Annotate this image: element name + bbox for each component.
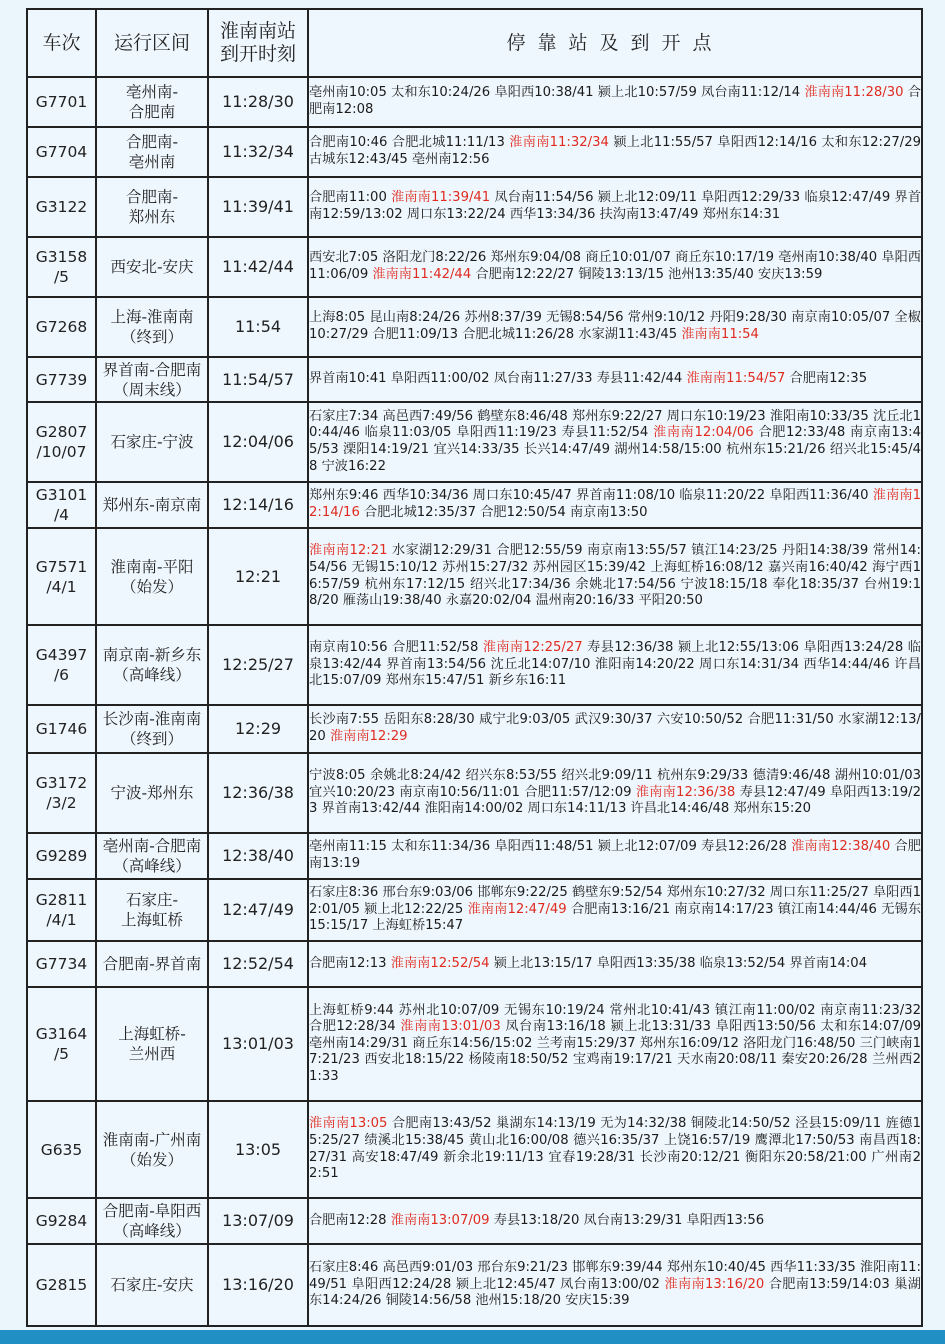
table-row [27,1198,922,1244]
stop-list [308,1101,922,1198]
header-row [27,9,922,77]
train-number [27,1244,96,1326]
highlighted-stop: 淮南南12:52/54 [390,955,490,971]
train-number-line: G7734 [35,955,88,973]
highlighted-stop: 淮南南11:28/30 [804,85,904,101]
stop-segment: 合肥南12:35 [785,371,868,387]
stop-segment: 亳州南10:05 太和东10:24/26 阜阳西10:38/41 颍上北10:57/59 凤台南11:12/14 [309,85,805,101]
train-number [27,705,96,753]
table-row [27,297,922,357]
route [96,753,208,833]
route-line: 上海虹桥- [118,1025,186,1043]
stop-segment: 合肥南13:16/21 南京南14:17/23 镇江南14:44/46 无锡东15:15/17 上海虹桥15:47 [309,901,922,934]
huainannan-time: 13:07/09 [208,1198,308,1244]
route-line: （始发） [120,1150,183,1169]
stop-segment: 合肥北城12:35/37 合肥12:50/54 南京南13:50 [359,505,648,520]
route [96,987,208,1101]
route-line: （终到） [120,730,183,748]
stop-segment: 寿县13:18/20 凤台南13:29/31 阜阳西13:56 [489,1212,765,1228]
train-number-line: G3158 [35,248,88,266]
route [96,1101,208,1198]
train-number [27,77,96,127]
table-row [27,177,922,237]
huainannan-time: 11:42/44 [208,237,308,297]
header-train: 车次 [27,9,96,77]
route [96,482,208,528]
highlighted-stop: 淮南南13:05 [309,1116,388,1132]
table-row [27,1244,922,1326]
header-route: 运行区间 [96,9,208,77]
train-number-line: G7571 [35,557,88,576]
route [96,402,208,482]
stop-list [308,297,922,357]
route [96,1244,208,1326]
train-number [27,941,96,987]
highlighted-stop: 淮南南11:54 [681,327,759,342]
huainannan-time: 11:54/57 [208,357,308,402]
huainannan-time: 12:21 [208,528,308,625]
stop-list [308,625,922,705]
route-line: 郑州东-南京南 [102,496,202,514]
route-line: （始发） [120,577,183,596]
timetable-body [27,77,922,1326]
train-number-line: /5 [53,1045,70,1063]
highlighted-stop: 淮南南12:47/49 [467,901,567,917]
route-line: 石家庄-安庆 [110,1276,194,1294]
route-line: 石家庄-宁波 [110,433,194,451]
stop-segment: 合肥南12:08 [309,85,921,117]
route-line: 界首南-合肥南 [102,360,202,379]
route [96,705,208,753]
route-line: 淮南南-广州南 [102,1130,202,1149]
highlighted-stop: 淮南南12:21 [309,543,388,559]
stop-segment: 石家庄8:36 邢台东9:03/06 邯郸东9:22/25 鹤壁东9:52/54 郑州东10:27/32 周口东11:25/27 阜阳西12:01/05 颍上北12:22/25 [309,885,921,917]
train-number [27,987,96,1101]
train-number-line: G4397 [35,646,88,664]
route [96,177,208,237]
stop-list [308,941,922,987]
highlighted-stop: 淮南南11:42/44 [372,267,472,282]
highlighted-stop: 淮南南12:04/06 [653,425,754,441]
stop-list [308,237,922,297]
huainannan-time: 12:14/16 [208,482,308,528]
header-time [208,9,308,77]
stop-segment: 颍上北11:55/57 阜阳西12:14/16 太和东12:27/29 古城东12:43/45 亳州南12:56 [309,135,921,167]
route-line: 亳州南- [125,83,179,101]
train-number-line: G7704 [35,143,88,161]
train-number [27,833,96,879]
train-number-line: /10/07 [36,443,87,461]
stop-segment: 上海虹桥9:44 苏州北10:07/09 无锡东10:19/24 常州北10:41/43 镇江南11:00/02 南京南11:23/32 合肥12:28/34 [309,1002,921,1035]
stop-list [308,753,922,833]
train-number-line: /4/1 [46,911,77,929]
stop-segment: 石家庄7:34 高邑西7:49/56 鹤壁东8:46/48 郑州东9:22/27 周口东10:19/23 淮阳南10:33/35 沈丘北10:44/46 临泉11:03/05 阜阳西11:19/23 寿县11:52/54 [309,408,921,441]
stop-list [308,987,922,1101]
train-number-line: G9284 [35,1212,88,1230]
train-number-line: G3101 [35,486,88,504]
huainannan-time: 13:01/03 [208,987,308,1101]
route-line: 南京南-新乡东 [102,646,202,664]
stop-segment: 凤台南11:54/56 颍上北12:09/11 阜阳西12:29/33 临泉12:47/49 界首南12:59/13:02 周口东13:22/24 西华13:34/36 扶沟南13:47/49 郑州东14:31 [309,190,922,222]
highlighted-stop: 淮南南11:54/57 [686,371,786,387]
train-number-line: G3164 [35,1025,88,1043]
table-row [27,77,922,127]
stop-list [308,705,922,753]
train-number-line: /5 [53,268,70,286]
stop-list [308,402,922,482]
stop-list [308,879,922,941]
route [96,941,208,987]
stop-list [308,127,922,177]
table-row [27,402,922,482]
train-number-line: G7739 [35,370,88,389]
table-row [27,941,922,987]
huainannan-time: 11:28/30 [208,77,308,127]
route-line: 石家庄- [125,891,179,909]
huainannan-time: 11:32/34 [208,127,308,177]
highlighted-stop: 淮南南11:39/41 [391,190,491,206]
stop-segment: 合肥南12:22/27 铜陵13:13/15 池州13:35/40 安庆13:59 [471,267,823,282]
table-row [27,879,922,941]
route [96,879,208,941]
stop-segment: 合肥南13:19 [309,839,921,871]
table-row [27,1101,922,1198]
stop-segment: 西安北7:05 洛阳龙门8:22/26 郑州东9:04/08 商丘10:01/07 商丘东10:17/19 亳州南10:38/40 阜阳西11:06/09 [309,250,921,282]
route-line: 兰州西 [128,1045,176,1063]
huainannan-time: 13:16/20 [208,1244,308,1326]
huainannan-time: 13:05 [208,1101,308,1198]
highlighted-stop: 淮南南13:16/20 [664,1276,765,1292]
stop-segment: 合肥12:33/48 南京南13:45/53 溧阳14:19/21 宜兴14:33/35 长兴14:47/49 湖州14:58/15:00 杭州东15:21/26 绍兴北15:45/48 宁波16:22 [309,425,921,474]
stop-segment: 界首南10:41 阜阳西11:00/02 凤台南11:27/33 寿县11:42/44 [309,371,687,387]
train-number [27,357,96,402]
train-number [27,237,96,297]
route-line: （高峰线） [113,857,191,875]
train-number-line: /4 [53,506,70,524]
train-number-line: G1746 [35,720,88,738]
stop-segment: 合肥南13:43/52 巢湖东14:13/19 无为14:32/38 铜陵北14:50/52 泾县15:09/11 旌德15:25/27 绩溪北15:38/45 黄山北16:00/08 德兴16:35/37 上饶16:57/19 鹰潭北17:50/53 南昌西18:27/31 高安18:47/49 新余北19:11/13 宜春19:28/31 长沙南20:12/21 衡阳东20:58/21:00 广州南22:51 [309,1116,921,1182]
train-number-line: G2815 [35,1276,88,1294]
stop-list [308,357,922,402]
route-line: 淮南南-平阳 [110,557,194,576]
train-number [27,1198,96,1244]
train-number [27,528,96,625]
route-line: 合肥南 [128,103,176,121]
route-line: 长沙南-淮南南 [102,710,202,728]
route-line: 合肥南-界首南 [102,955,202,973]
train-number [27,1101,96,1198]
stop-list [308,833,922,879]
train-number [27,482,96,528]
stop-segment: 上海8:05 昆山南8:24/26 苏州8:37/39 无锡8:54/56 常州9:10/12 丹阳9:28/30 南京南10:05/07 全椒10:27/29 合肥11:09/13 合肥北城11:26/28 水家湖11:43/45 [309,310,921,342]
huainannan-time: 12:25/27 [208,625,308,705]
train-number [27,625,96,705]
stop-segment: 寿县12:47/49 阜阳西13:19/23 界首南13:42/44 淮阳南14:00/02 周口东14:11/13 许昌北14:46/48 郑州东15:20 [309,784,921,817]
route-line: 上海虹桥 [120,911,183,929]
route-line: 亳州南 [128,153,176,171]
stop-segment: 合肥南10:46 合肥北城11:11/13 [309,135,510,151]
table-row [27,753,922,833]
stop-list [308,77,922,127]
stop-segment: 凤台南13:16/18 颍上北13:31/33 阜阳西13:50/56 太和东14:07/09 亳州南14:29/31 商丘东14:56/15:02 兰考南15:29/37 郑州东16:09/12 洛阳龙门16:48/50 三门峡南17:21/23 西安北18:15/22 杨陵南18:50/52 宝鸡南19:17/21 天水南20:08/11 秦安20:26/28 兰州西21:33 [309,1019,921,1084]
route [96,77,208,127]
stop-segment: 石家庄8:46 高邑西9:01/03 邢台东9:21/23 邯郸东9:39/44 郑州东10:40/45 西华11:33/35 淮阳南11:49/51 阜阳西12:24/28 颍上北12:45/47 凤台南13:00/02 [309,1260,921,1292]
huainannan-time: 12:04/06 [208,402,308,482]
table-row [27,237,922,297]
stop-segment: 合肥南12:28 [309,1212,391,1228]
table-row [27,625,922,705]
train-number-line: G2807 [35,423,88,441]
highlighted-stop: 淮南南13:07/09 [390,1212,490,1228]
huainannan-time: 12:29 [208,705,308,753]
train-number-line: G9289 [35,847,88,865]
train-number-line: /4/1 [46,577,77,596]
footer-bar [0,1330,945,1344]
train-number-line: G3122 [35,198,88,216]
stop-list [308,482,922,528]
table-row [27,833,922,879]
train-number-line: /3/2 [46,794,77,812]
route-line: 郑州东 [128,208,176,226]
stop-segment: 合肥南11:00 [309,190,392,206]
train-number-line: G7268 [35,318,88,336]
route [96,237,208,297]
stop-segment: 水家湖12:29/31 合肥12:55/59 南京南13:55/57 镇江14:23/25 丹阳14:38/39 常州14:54/56 无锡15:10/12 苏州15:27/32 苏州园区15:39/42 上海虹桥16:08/12 嘉兴南16:40/42 海宁西16:57/59 杭州东17:12/15 绍兴北17:34/36 余姚北17:54/56 宁波18:15/18 奉化18:35/37 台州19:18/20 雁荡山19:38/40 永嘉20:02/04 温州南20:16/33 平阳20:50 [309,543,922,609]
route-line: （高峰线） [113,1222,191,1240]
route [96,833,208,879]
table-row [27,357,922,402]
table-row [27,705,922,753]
highlighted-stop: 淮南南12:14/16 [309,488,922,520]
train-number [27,177,96,237]
route-line: 西安北-安庆 [110,258,194,276]
huainannan-time: 12:36/38 [208,753,308,833]
highlighted-stop: 淮南南11:32/34 [509,135,609,151]
table-row [27,987,922,1101]
highlighted-stop: 淮南南12:38/40 [791,839,891,855]
train-number-line: /6 [53,666,70,684]
stop-segment: 合肥南13:59/14:03 巢湖东14:24/26 铜陵14:56/58 池州15:18/20 安庆15:39 [309,1276,921,1309]
train-number-line: G635 [40,1140,83,1159]
train-number-line: G2811 [35,891,88,909]
highlighted-stop: 淮南南12:25/27 [482,640,583,656]
route [96,127,208,177]
train-number [27,879,96,941]
route-line: （周末线） [113,380,191,399]
route-line: （终到） [120,328,183,346]
route [96,357,208,402]
stop-segment: 寿县12:36/38 颍上北12:55/13:06 阜阳西13:24/28 临泉13:42/44 界首南13:54/56 沈丘北14:07/10 淮阳南14:20/22 周口东14:31/34 西华14:44/46 许昌北15:07/09 郑州东15:47/51 新乡东16:11 [309,640,921,689]
table-row [27,482,922,528]
train-number [27,753,96,833]
timetable [26,8,923,1327]
route [96,1198,208,1244]
stop-segment: 亳州南11:15 太和东11:34/36 阜阳西11:48/51 颍上北12:07/09 寿县12:26/28 [309,839,792,855]
huainannan-time: 12:52/54 [208,941,308,987]
header-time-line1: 淮南南站 [219,20,296,42]
huainannan-time: 12:47/49 [208,879,308,941]
stop-segment: 合肥南12:13 [309,955,391,971]
stop-list [308,528,922,625]
huainannan-time: 11:54 [208,297,308,357]
header-stops: 停靠站及到开点 [308,9,922,77]
train-number-line: G7701 [35,93,88,111]
stop-list [308,177,922,237]
stop-segment: 长沙南7:55 岳阳东8:28/30 咸宁北9:03/05 武汉9:30/37 六安10:50/52 合肥11:31/50 水家湖12:13/20 [309,712,921,744]
train-number-line: G3172 [35,774,88,792]
huainannan-time: 11:39/41 [208,177,308,237]
route [96,528,208,625]
highlighted-stop: 淮南南12:29 [329,729,408,744]
route [96,625,208,705]
table-row [27,528,922,625]
route-line: 宁波-郑州东 [110,784,194,802]
header-time-line2: 到开时刻 [219,43,296,65]
stop-segment: 郑州东9:46 西华10:34/36 周口东10:45/47 界首南11:08/10 临泉11:20/22 阜阳西11:36/40 [309,488,873,504]
train-number [27,127,96,177]
route-line: 合肥南-阜阳西 [102,1202,202,1220]
table-row [27,127,922,177]
route-line: 亳州南-合肥南 [102,837,202,855]
highlighted-stop: 淮南南12:36/38 [635,784,736,800]
route-line: 合肥南- [125,133,179,151]
train-number [27,402,96,482]
route-line: （高峰线） [113,666,191,684]
route-line: 上海-淮南南 [110,308,194,326]
route [96,297,208,357]
stop-segment: 南京南10:56 合肥11:52/58 [309,640,483,656]
stop-list [308,1244,922,1326]
route-line: 合肥南- [125,188,179,206]
stop-segment: 宁波8:05 余姚北8:24/42 绍兴东8:53/55 绍兴北9:09/11 杭州东9:29/33 德清9:46/48 湖州10:01/03 宜兴10:20/23 南京南10:56/11:01 合肥11:57/12:09 [309,768,921,800]
stop-segment: 颍上北13:15/17 阜阳西13:35/38 临泉13:52/54 界首南14:04 [489,955,868,971]
huainannan-time: 12:38/40 [208,833,308,879]
train-number [27,297,96,357]
highlighted-stop: 淮南南13:01/03 [400,1019,501,1035]
stop-list [308,1198,922,1244]
